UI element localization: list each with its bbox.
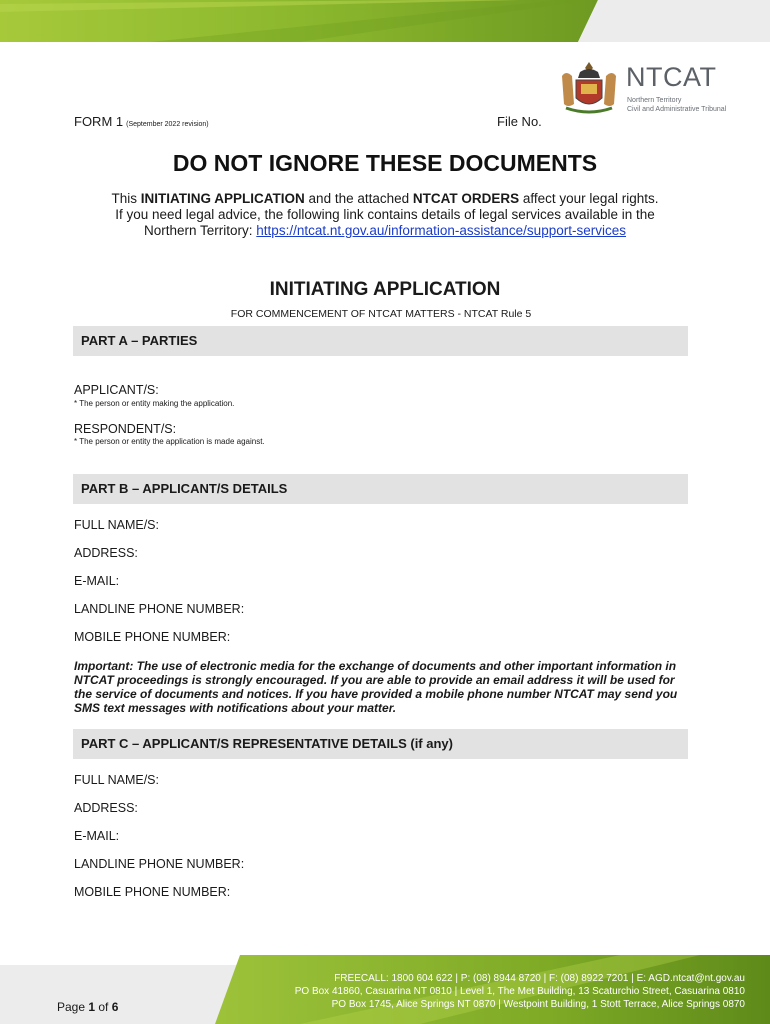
part-c-address-label: ADDRESS: (74, 801, 138, 815)
page-title: DO NOT IGNORE THESE DOCUMENTS (172, 150, 598, 176)
ntcat-logo-subtitle: Northern Territory Civil and Administrative Tribunal (627, 97, 727, 113)
applicant-label: APPLICANT/S: (74, 383, 159, 397)
part-c-mobile-label: MOBILE PHONE NUMBER: (74, 885, 231, 899)
respondent-label: RESPONDENT/S: (74, 422, 177, 436)
page-number: Page 1 of 6 (57, 1000, 119, 1014)
part-b-mobile-label: MOBILE PHONE NUMBER: (74, 630, 231, 644)
applicant-note: * The person or entity making the application. (74, 399, 235, 408)
ntcat-logo-text: NTCAT (626, 62, 717, 92)
part-c-landline-label: LANDLINE PHONE NUMBER: (74, 857, 245, 871)
form-revision: (September 2022 revision) (126, 121, 209, 128)
part-c-email-label: E-MAIL: (74, 829, 120, 843)
application-title: INITIATING APPLICATION (269, 279, 501, 300)
important-notice: Important: The use of electronic media for the exchange of documents and other important information in NTCAT proceedings is strongly encouraged. If you are able to provide an email address it will be used for the service of documents and notices. If you have provided a mobile phone number NTCAT may send you SMS text messages with notifications about your matter. (74, 659, 678, 715)
part-c-heading: PART C – APPLICANT/S REPRESENTATIVE DETAILS (if any) (73, 729, 688, 759)
footer-address-casuarina: PO Box 41860, Casuarina NT 0810 | Level 1, The Met Building, 13 Scaturchio Street, Casuarina 0810 (294, 986, 745, 997)
part-c-full-name-label: FULL NAME/S: (74, 773, 159, 787)
support-services-link[interactable]: https://ntcat.nt.gov.au/information-assistance/support-services (256, 223, 626, 238)
part-b-address-label: ADDRESS: (74, 546, 138, 560)
footer-address-alice-springs: PO Box 1745, Alice Springs NT 0870 | Westpoint Building, 1 Stott Terrace, Alice Springs 0870 (331, 999, 745, 1010)
part-b-full-name-label: FULL NAME/S: (74, 518, 159, 532)
part-b-email-label: E-MAIL: (74, 574, 120, 588)
coat-of-arms-icon (556, 58, 622, 118)
footer-contact-line: FREECALL: 1800 604 622 | P: (08) 8944 8720 | F: (08) 8922 7201 | E: AGD.ntcat@nt.gov.au (334, 973, 745, 984)
part-b-landline-label: LANDLINE PHONE NUMBER: (74, 602, 245, 616)
header-banner (0, 0, 770, 42)
file-no-label: File No. (497, 114, 542, 129)
application-subtitle: FOR COMMENCEMENT OF NTCAT MATTERS - NTCAT Rule 5 (230, 308, 532, 320)
respondent-note: * The person or entity the application is made against. (74, 437, 265, 446)
part-a-heading: PART A – PARTIES (73, 326, 688, 356)
intro-paragraph: This INITIATING APPLICATION and the attached NTCAT ORDERS affect your legal rights. If you need legal advice, the following link contains details of legal services available in the Northern Territory: https://ntcat.nt.gov.au/information-assistance/support-services (111, 191, 659, 238)
part-b-heading: PART B – APPLICANT/S DETAILS (73, 474, 688, 504)
form-label: FORM 1 (September 2022 revision) (74, 114, 209, 129)
